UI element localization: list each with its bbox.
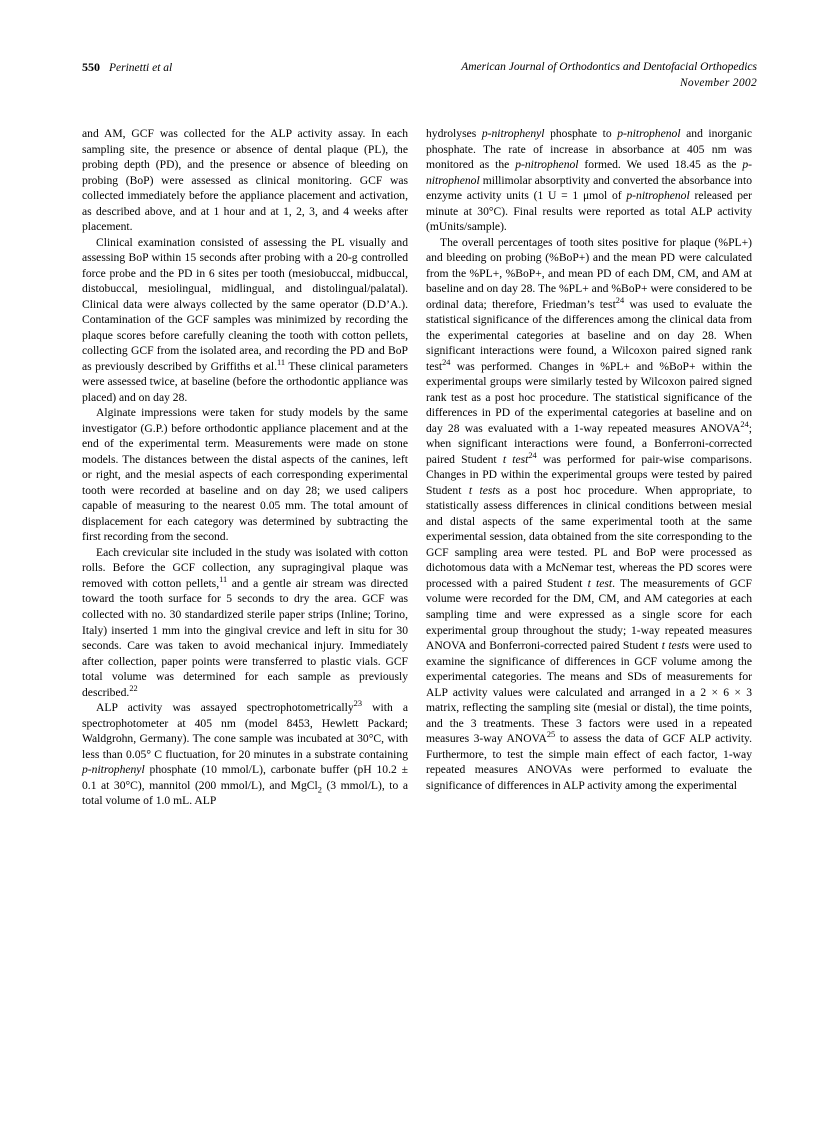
reference-marker: 24 (615, 295, 625, 305)
paragraph: Clinical examination consisted of assessing the PL visually and assessing BoP within 15 seconds after probing with a 20-g controlled force probe and the PD in 6 sites per tooth (mesiobuccal, midbuccal, distobuccal, mesiolingual, midlingual, and distolingual/palatal). Clinical data were always collected by the same operator (D.D’A.). Contamination of the GCF samples was minimized by recording the plaque scores before carefully cleaning the tooth with cotton pellets, collecting GCF from the isolated area, and recording the PD and BoP as previously described by Griffiths et al.$^{11}$ These clinical parameters were assessed twice, at baseline (before the orthodontic appliance was placed) and on day 28. (82, 235, 409, 404)
column-right (426, 126, 752, 793)
body-columns (82, 126, 757, 1056)
scientific-italic: t test (502, 452, 529, 466)
paragraph: ALP activity was assayed spectrophotometrically$^{23}$ with a spectrophotometer at 405 nm (model 8453, Hewlett Packard; Waldgrohn, Germany). The cone sample was incubated at 30°C, with less than 0.05° C fluctuation, for 20 minutes in a substrate containing p-nitrophenyl phosphate (10 mmol/L), carbonate buffer (pH 10.2 ± 0.1 at 30°C), mannitol (200 mmol/L), and MgCl$_2$ (3 mmol/L), to a total volume of 1.0 mL. ALP (82, 699, 408, 808)
running-head (82, 60, 757, 106)
scientific-italic: p-nitrophenol (515, 158, 579, 172)
scientific-italic: p-nitrophenol (426, 158, 753, 187)
reference-marker: 24 (442, 357, 451, 367)
paragraph: Each crevicular site included in the study was isolated with cotton rolls. Before the GCF collection, any supragingival plaque was removed with cotton pellets,$^{11}$ and a gentle air stream was directed toward the tooth surface for 5 seconds to dry the area. GCF was collected with no. 30 standardized sterile paper strips (Inline; Torino, Italy) inserted 1 mm into the gingival crevice and left in situ for 30 seconds. Care was taken to avoid mechanical injury. Immediately after collection, paper points were transferred to plastic vials. GCF total volume was determined for each sample as previously described.$^{22}$ (82, 545, 408, 699)
issue-date: November 2002 (679, 76, 757, 89)
scientific-italic: p-nitrophenol (617, 127, 681, 140)
page-number: 550 (82, 60, 100, 74)
reference-marker: 24 (528, 450, 537, 460)
reference-marker: 22 (129, 683, 138, 693)
chemical-subscript: 2 (317, 784, 322, 794)
scientific-italic: t test (587, 576, 613, 590)
scientific-italic: p-nitrophenol (626, 189, 690, 203)
reference-marker: 24 (740, 419, 749, 429)
reference-marker: 11 (219, 575, 228, 585)
scientific-italic: t test (468, 483, 496, 497)
scientific-italic: p-nitrophenyl (481, 127, 545, 140)
scientific-italic: p-nitrophenyl (82, 763, 145, 777)
running-head-right (461, 60, 757, 91)
reference-marker: 23 (353, 699, 363, 709)
paragraph: hydrolyses p-nitrophenyl phosphate to p-nitrophenol and inorganic phosphate. The rate of increase in absorbance at 405 nm was monitored as the p-nitrophenol formed. We used 18.45 as the p-nitrophenol millimolar absorptivity and converted the absorbance into enzyme activity units (1 U = 1 μmol of p-nitrophenol released per minute at 30°C). Final results were reported as total ALP activity (mUnits/sample). (426, 127, 753, 234)
journal-title: American Journal of Orthodontics and Dentofacial Orthopedics (461, 61, 757, 73)
reference-marker: 25 (546, 730, 556, 740)
running-head-authors: Perinetti et al (109, 62, 173, 74)
paragraph: The overall percentages of tooth sites positive for plaque (%PL+) and bleeding on probing (%BoP+) and the mean PD were calculated from the %PL+, %BoP+, and mean PD of each DM, CM, and AM at baseline and on day 28. The %PL+ and %BoP+ were considered to be ordinal data; therefore, Friedman’s test$^{24}$ was used to evaluate the statistical significance of the differences among the clinical data from the experimental categories at baseline and on day 28. When significant interactions were found, a Wilcoxon paired signed rank test$^{24}$ was performed. Changes in %PL+ and %BoP+ within the experimental groups were similarly tested by Wilcoxon paired signed rank test as a post hoc procedure. The statistical significance of the differences in PD of the experimental categories at baseline and on day 28 was evaluated with a 1-way repeated measures ANOVA$^{24}$; when significant interactions were found, a Bonferroni-corrected paired Student t test$^{24}$ was performed for pair-wise comparisons. Changes in PD within the experimental groups were tested by paired Student t tests as a post hoc procedure. When appropriate, to statistically assess differences in clinical conditions between mesial and distal aspects of the same experimental tooth at the same experimental session, data obtained from the site corresponding to the GCF sampling area were tested. PL and BoP were processed as dichotomous data with a McNemar test, whereas the PD scores were processed with a paired Student t test. The measurements of GCF volume were recorded for the DM, CM, and AM categories at each sampling time and were expressed as a single score for each experimental group throughout the study; 1-way repeated measures ANOVA and Bonferroni-corrected paired Student t tests were used to examine the significance of differences in GCF volume among the experimental categories. The means and SDs of measurements for ALP activity values were calculated and arranged in a 2 × 6 × 3 matrix, reflecting the sampling site (mesial or distal), the time points, and the 3 treatments. These 3 factors were used in a repeated measures 3-way ANOVA$^{25}$ to assess the data of GCF ALP activity. Furthermore, to test the simple main effect of each factor, 1-way repeated measures ANOVAs were performed to evaluate the significance of differences in ALP activity among the experimental (426, 235, 752, 792)
reference-marker: 11 (277, 357, 286, 367)
column-left (82, 126, 408, 809)
scientific-italic: t test (661, 639, 685, 653)
running-head-left (82, 60, 172, 75)
paragraph: and AM, GCF was collected for the ALP activity assay. In each sampling site, the presence or absence of dental plaque (PL), the probing depth (PD), and the presence or absence of bleeding on probing (BoP) were assessed as clinical monitoring. GCF was collected immediately before the appliance placement and activation, as described above, and at 1 hour and at 1, 2, 3, and 4 weeks after placement. (82, 127, 408, 234)
paragraph: Alginate impressions were taken for study models by the same investigator (G.P.) before orthodontic appliance placement and at the end of the experimental term. Measurements were made on stone models. The distances between the distal aspects of the canines, left or right, and the mesial aspects of each corresponding experimental tooth were recorded at baseline and on day 28; we used calipers capable of measuring to the nearest 0.05 mm. The total amount of displacement for each category was determined by subtracting the first recording from the second. (82, 406, 408, 544)
